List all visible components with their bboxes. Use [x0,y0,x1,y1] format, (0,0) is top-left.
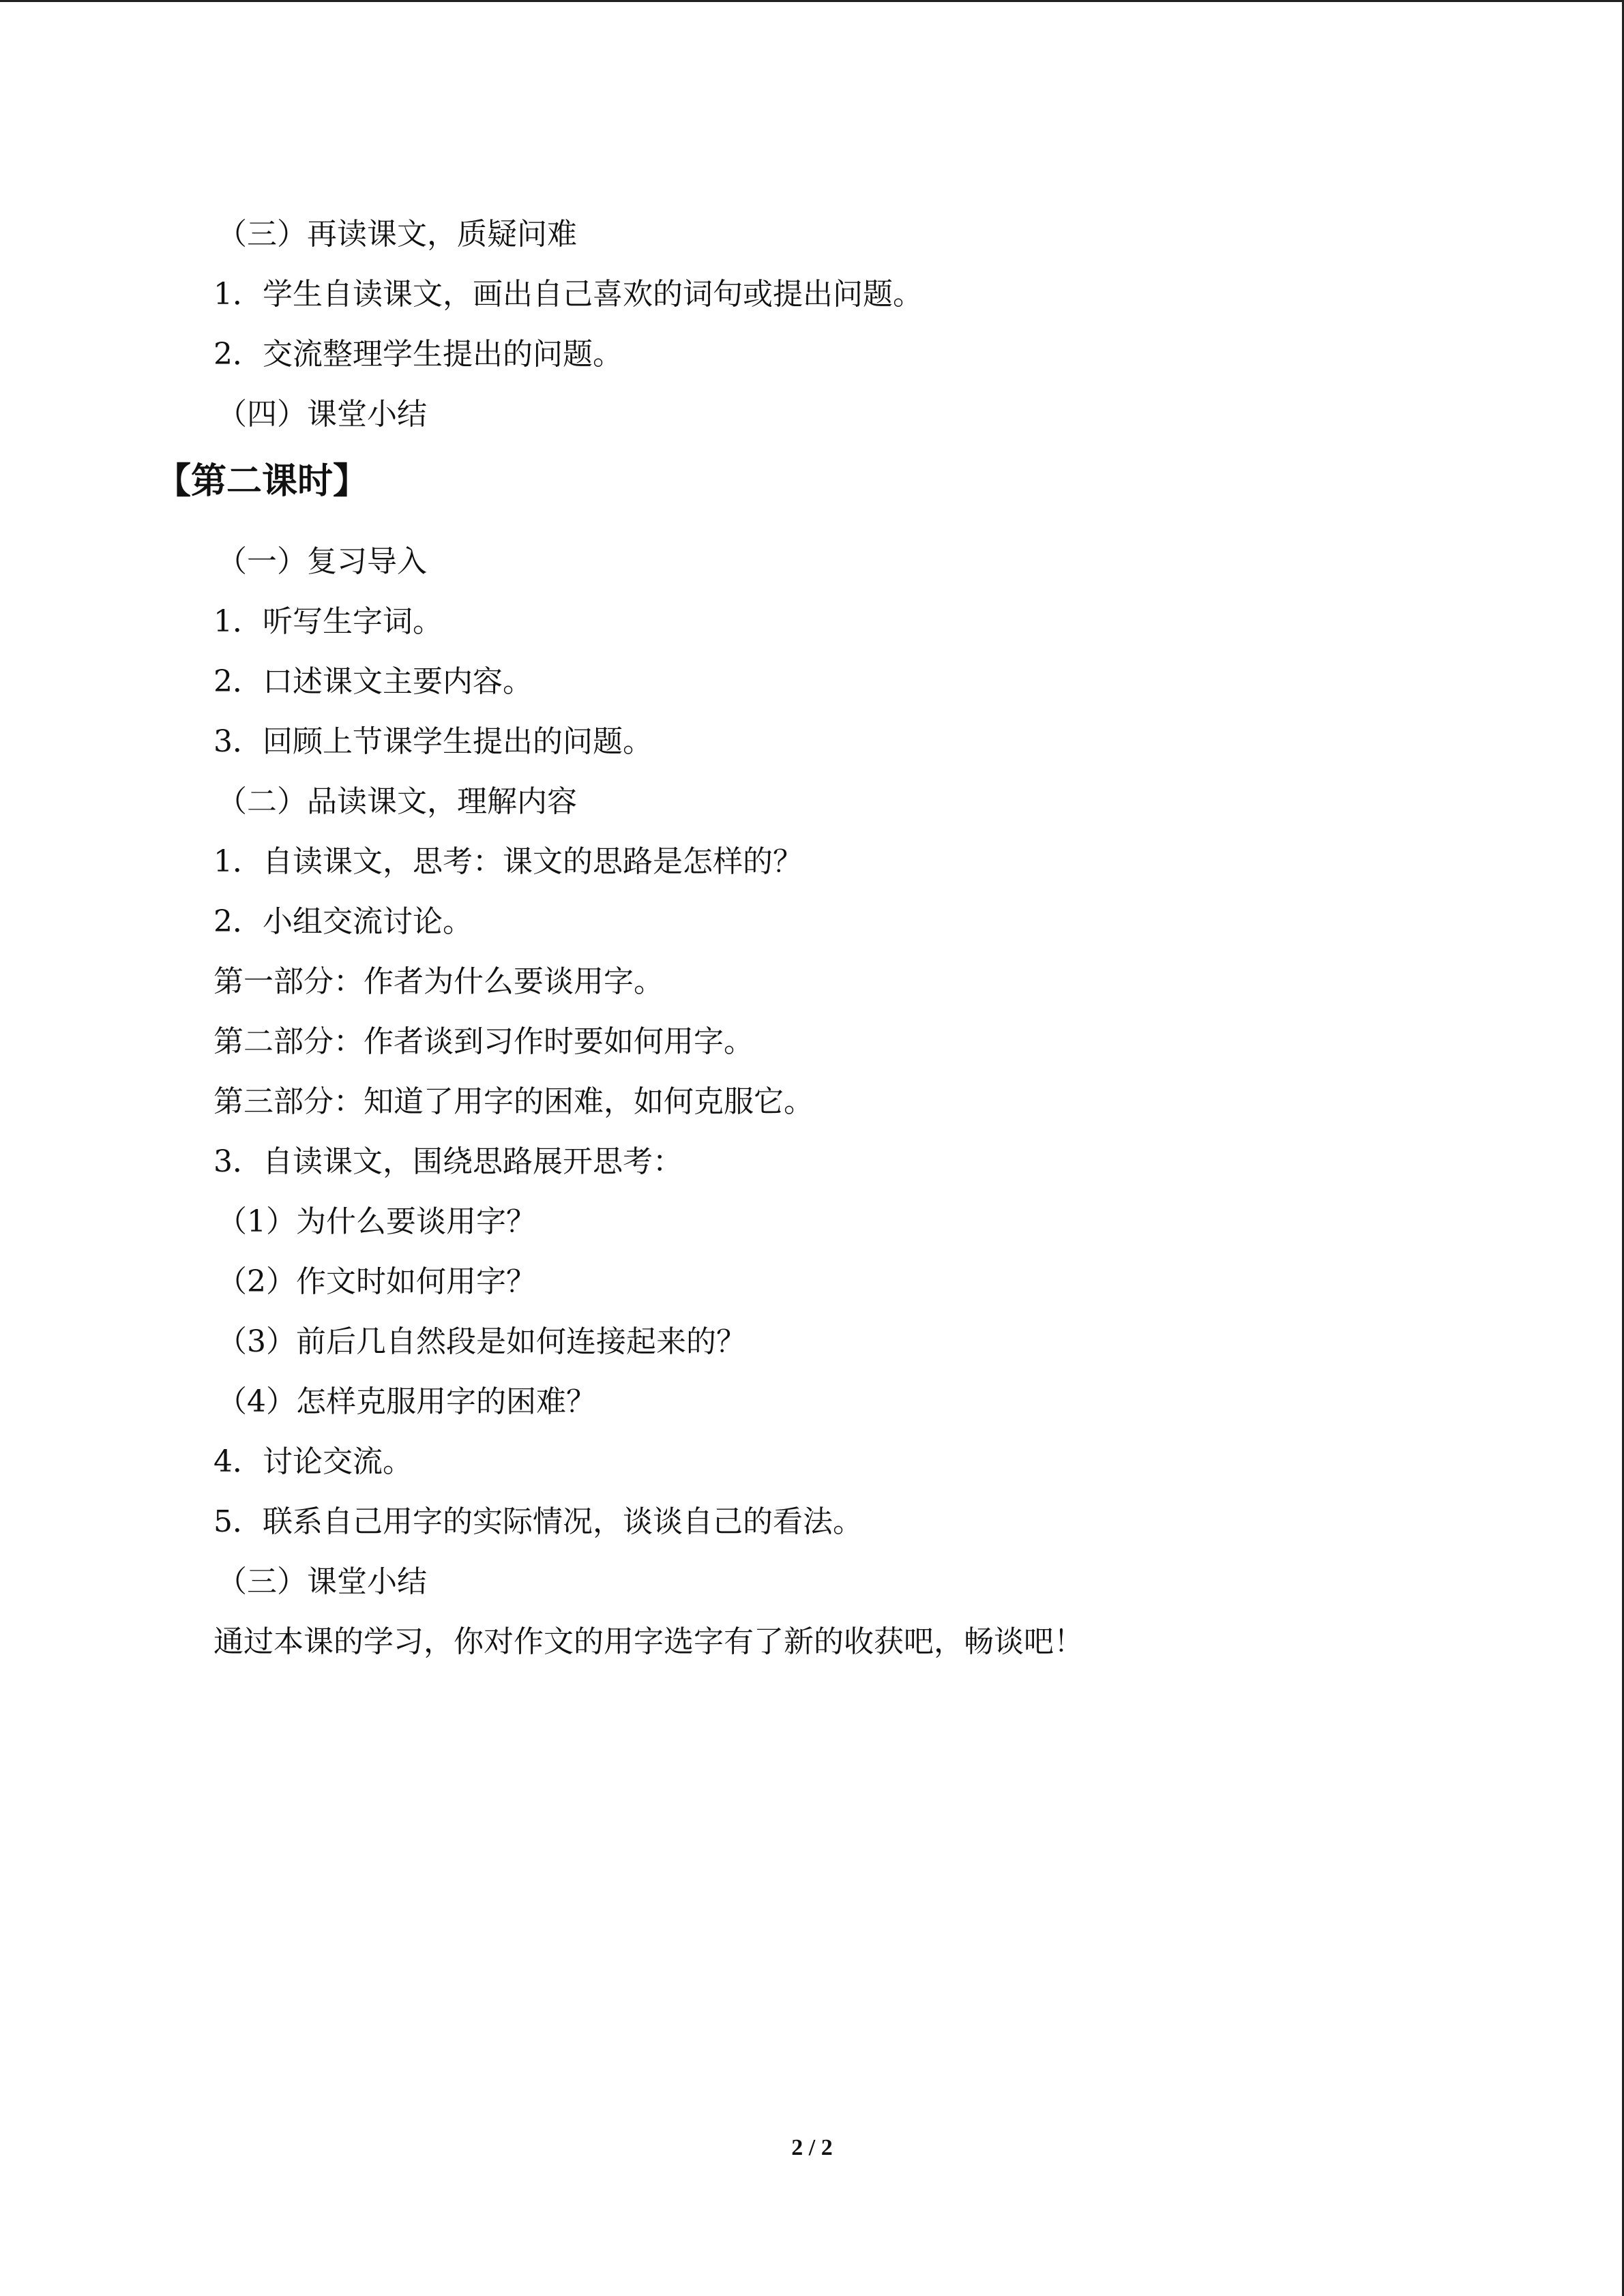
part-description: 第二部分：作者谈到习作时要如何用字。 [213,1024,754,1059]
list-item: 5．联系自己用字的实际情况，谈谈自己的看法。 [213,1504,863,1539]
section-heading-reread: （三）再读课文，质疑问难 [217,217,577,252]
list-item: 2．小组交流讨论。 [213,904,473,939]
top-border [0,0,1624,2]
list-item: 1．自读课文，思考：课文的思路是怎样的？ [213,844,803,879]
part-description: 第一部分：作者为什么要谈用字。 [213,964,664,999]
list-item: 3．自读课文，围绕思路展开思考： [213,1144,683,1179]
list-item: 4．讨论交流。 [213,1444,413,1479]
page-number: 2 / 2 [791,2135,833,2160]
question-item: （3）前后几自然段是如何连接起来的？ [217,1324,746,1359]
list-item: 1．听写生字词。 [213,604,443,639]
summary-paragraph: 通过本课的学习，你对作文的用字选字有了新的收获吧，畅谈吧！ [213,1624,1084,1659]
question-item: （2）作文时如何用字？ [217,1264,536,1299]
part-description: 第三部分：知道了用字的困难，如何克服它。 [213,1084,814,1119]
lesson-title: 【第二课时】 [156,460,369,502]
section-heading-reading: （二）品读课文，理解内容 [217,784,577,819]
list-item: 1．学生自读课文，画出自己喜欢的词句或提出问题。 [213,277,923,312]
question-item: （4）怎样克服用字的困难？ [217,1384,596,1419]
list-item: 3．回顾上节课学生提出的问题。 [213,724,653,759]
list-item: 2．交流整理学生提出的问题。 [213,337,623,372]
question-item: （1）为什么要谈用字？ [217,1204,536,1239]
section-heading-class-summary: （三）课堂小结 [217,1564,427,1599]
section-heading-review: （一）复习导入 [217,544,427,579]
section-heading-summary: （四）课堂小结 [217,397,427,432]
list-item: 2．口述课文主要内容。 [213,664,533,699]
